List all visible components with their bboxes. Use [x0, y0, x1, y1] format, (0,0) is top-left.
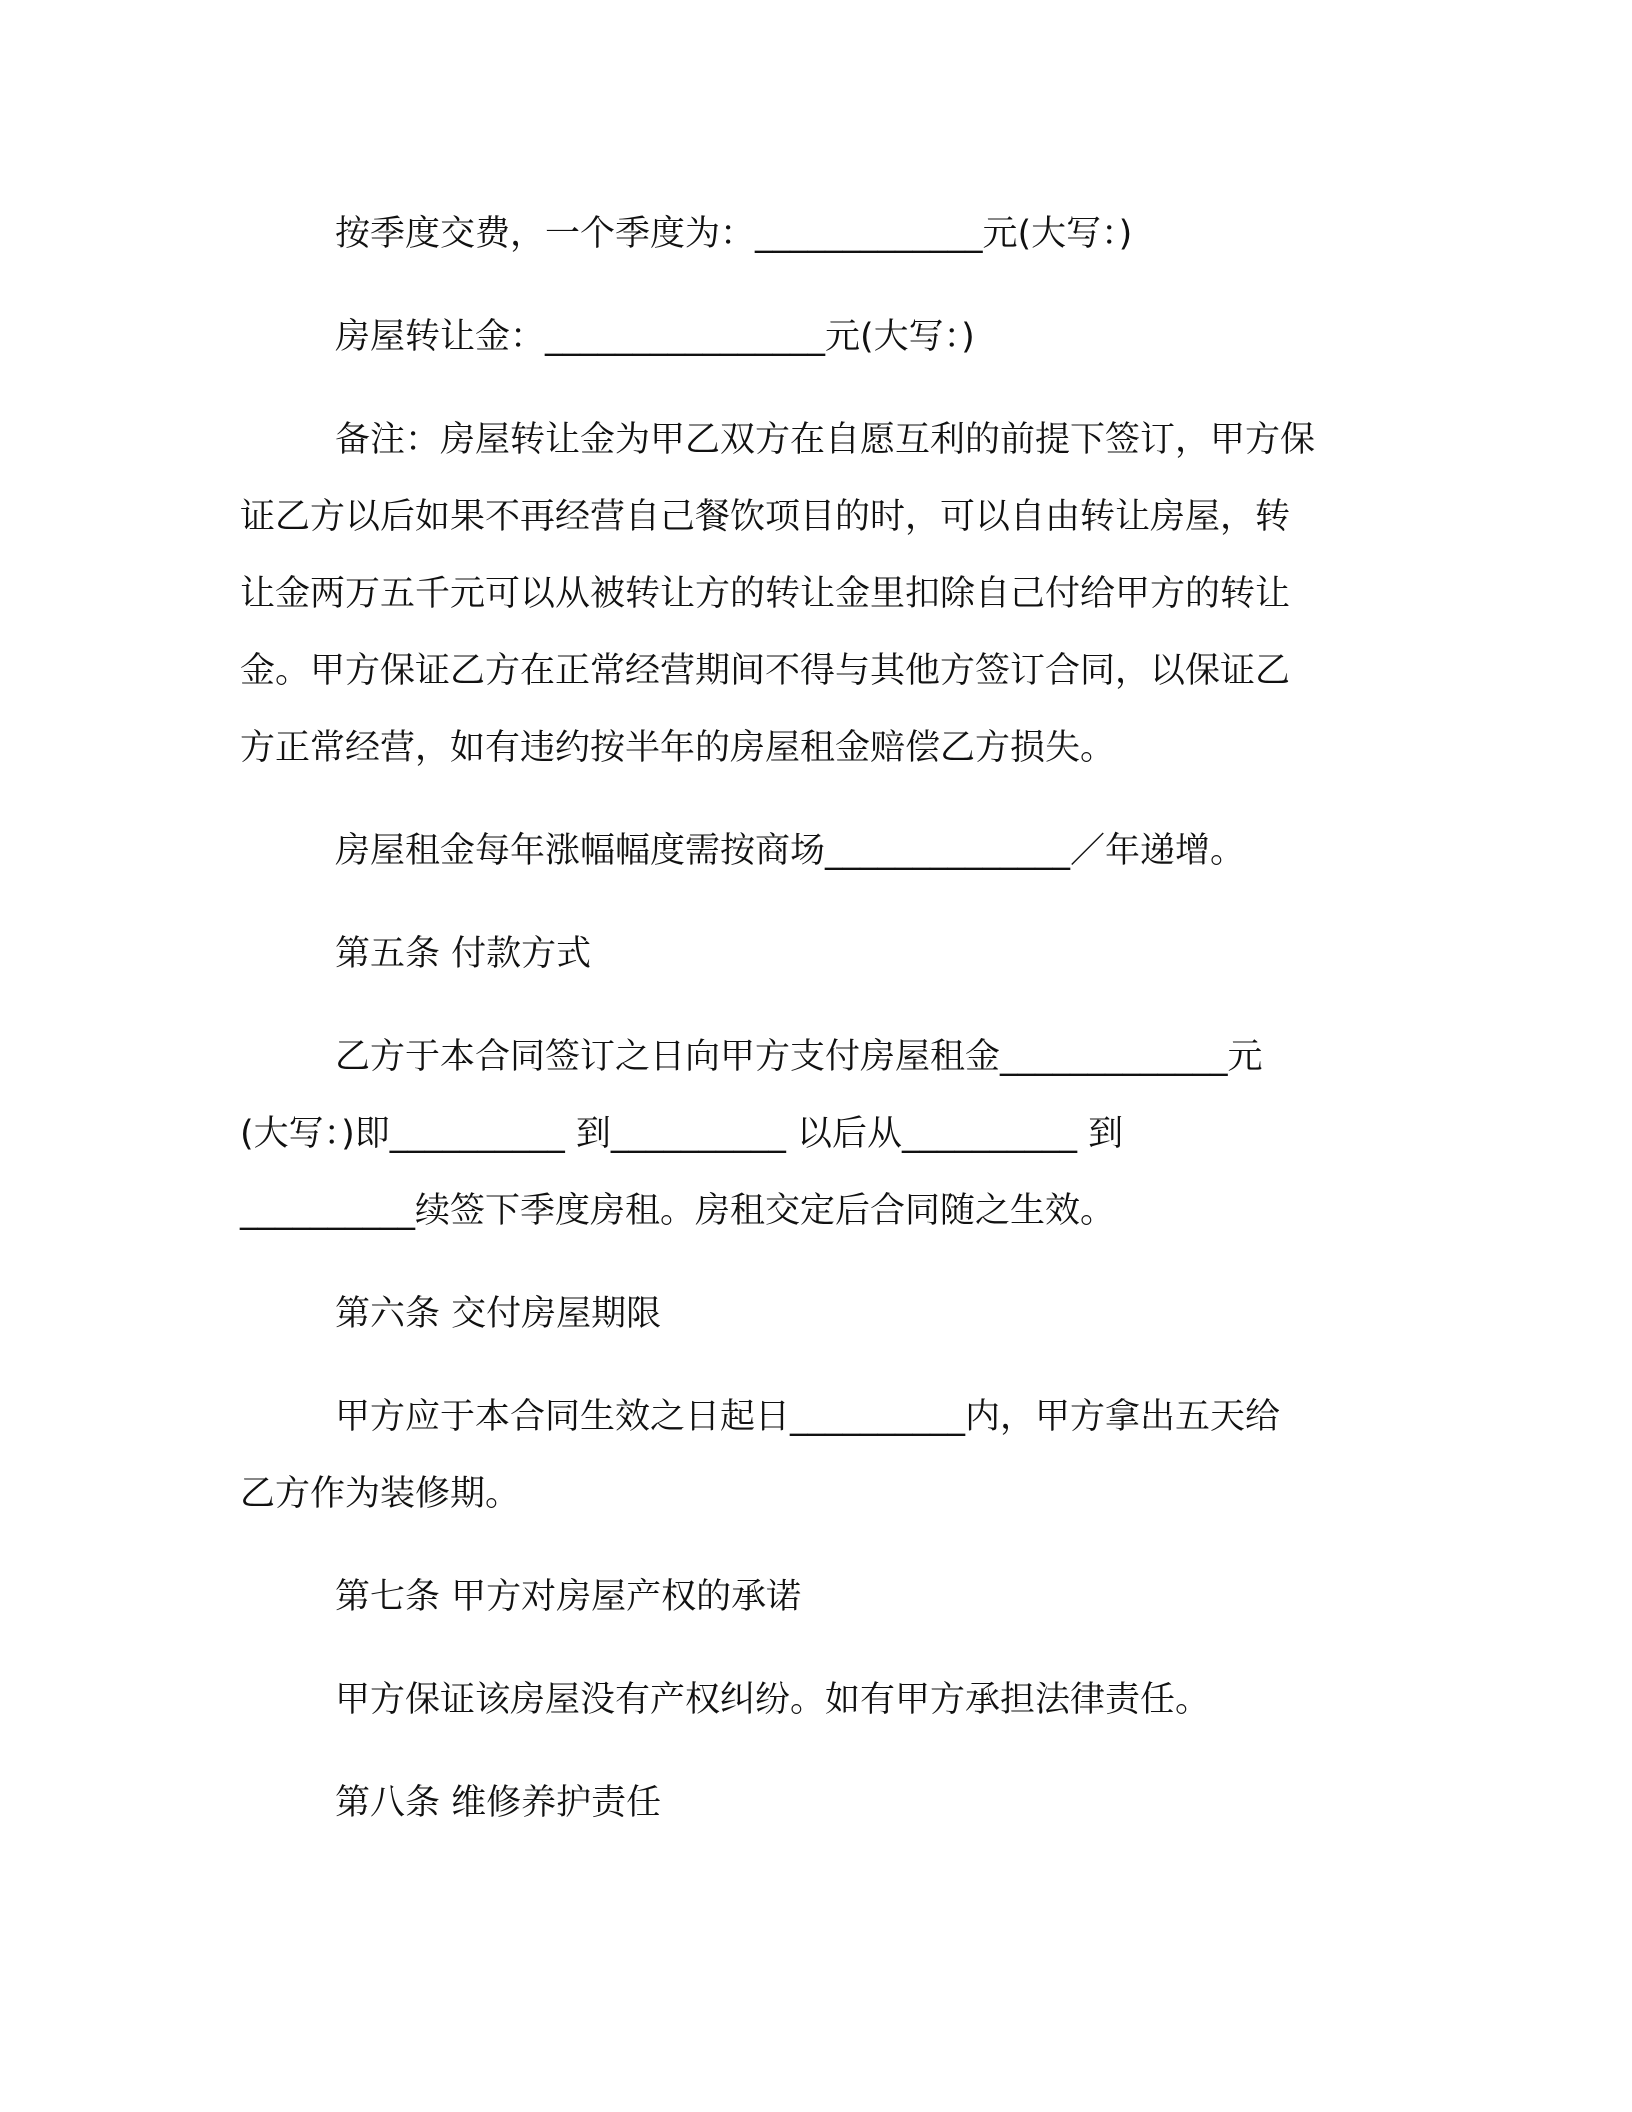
paragraph-line: 证乙方以后如果不再经营自己餐饮项目的时，可以自由转让房屋，转: [240, 497, 1291, 537]
rent-increase-paragraph: [240, 813, 1390, 890]
delivery-paragraph: [240, 1379, 1390, 1533]
paragraph-line: 甲方应于本合同生效之日起日__________内，甲方拿出五天给: [335, 1397, 1281, 1437]
section-heading: 第五条 付款方式: [335, 934, 592, 974]
paragraph-line: 甲方保证该房屋没有产权纠纷。如有甲方承担法律责任。: [335, 1680, 1211, 1720]
paragraph-line: (大写：)即__________ 到__________ 以后从__________ 到: [240, 1114, 1124, 1154]
transfer-fee-paragraph: [240, 299, 1390, 376]
paragraph-line: 房屋租金每年涨幅幅度需按商场______________／年递增。: [335, 831, 1246, 871]
paragraph-line: 乙方作为装修期。: [240, 1474, 521, 1514]
paragraph-line: __________续签下季度房租。房租交定后合同随之生效。: [240, 1191, 1116, 1231]
section-heading: 第八条 维修养护责任: [335, 1783, 662, 1823]
quarterly-fee-paragraph: [240, 196, 1390, 273]
remark-paragraph: [240, 402, 1390, 787]
paragraph-line: 按季度交费，一个季度为：_____________元(大写：): [335, 214, 1133, 254]
document-page: [240, 196, 1390, 1868]
paragraph-line: 让金两万五千元可以从被转让方的转让金里扣除自己付给甲方的转让: [240, 574, 1291, 614]
section-heading: 第七条 甲方对房屋产权的承诺: [335, 1577, 802, 1617]
paragraph-line: 方正常经营，如有违约按半年的房屋租金赔偿乙方损失。: [240, 728, 1116, 768]
paragraph-line: 备注：房屋转让金为甲乙双方在自愿互利的前提下签订，甲方保: [335, 420, 1316, 460]
section-heading: 第六条 交付房屋期限: [335, 1294, 662, 1334]
article-5-heading: [240, 916, 1390, 993]
article-7-heading: [240, 1559, 1390, 1636]
payment-paragraph: [240, 1019, 1390, 1250]
paragraph-line: 金。甲方保证乙方在正常经营期间不得与其他方签订合同，以保证乙: [240, 651, 1291, 691]
paragraph-line: 房屋转让金：________________元(大写：): [335, 317, 975, 357]
property-rights-paragraph: [240, 1662, 1390, 1739]
article-8-heading: [240, 1765, 1390, 1842]
article-6-heading: [240, 1276, 1390, 1353]
paragraph-line: 乙方于本合同签订之日向甲方支付房屋租金_____________元: [335, 1037, 1263, 1077]
